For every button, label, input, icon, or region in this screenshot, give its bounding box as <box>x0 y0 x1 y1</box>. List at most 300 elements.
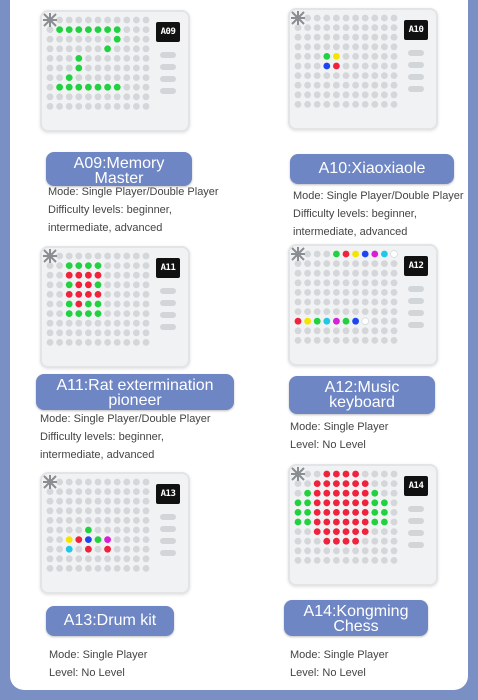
led-dot <box>333 490 340 497</box>
side-button[interactable] <box>160 64 176 70</box>
led-dot <box>343 279 350 286</box>
led-dot <box>123 488 130 495</box>
led-dot <box>104 272 111 279</box>
led-dot <box>323 270 330 277</box>
game-info <box>290 418 388 454</box>
side-button[interactable] <box>408 542 424 548</box>
led-dot <box>114 26 121 33</box>
led-dot <box>95 565 102 572</box>
led-dot <box>114 546 121 553</box>
title-line-2: Master <box>94 170 144 187</box>
led-dot <box>104 527 111 534</box>
led-dot <box>85 262 92 269</box>
side-button[interactable] <box>160 52 176 58</box>
side-button[interactable] <box>160 324 176 330</box>
led-dot <box>123 281 130 288</box>
led-dot <box>123 253 130 260</box>
led-dot <box>123 329 130 336</box>
led-dot <box>56 310 63 317</box>
led-dot <box>123 310 130 317</box>
side-button[interactable] <box>160 288 176 294</box>
led-dot <box>323 318 330 325</box>
side-button[interactable] <box>408 50 424 56</box>
page-sheet <box>10 0 468 690</box>
display-screen: A10 <box>404 20 428 40</box>
led-dot <box>133 507 140 514</box>
led-dot <box>381 499 388 506</box>
led-dot <box>323 499 330 506</box>
led-dot <box>343 538 350 545</box>
led-dot <box>304 101 311 108</box>
led-dot <box>295 318 302 325</box>
game-info <box>293 187 464 241</box>
led-dot <box>304 557 311 564</box>
led-dot <box>133 55 140 62</box>
led-dot <box>333 43 340 50</box>
led-dot <box>75 262 82 269</box>
led-dot <box>362 547 369 554</box>
led-dot <box>333 53 340 60</box>
game-card-a11 <box>32 240 252 470</box>
led-dot <box>56 281 63 288</box>
led-dot <box>314 53 321 60</box>
brand-logo-icon <box>42 12 58 28</box>
led-dot <box>381 528 388 535</box>
led-dot <box>381 260 388 267</box>
led-dot <box>343 528 350 535</box>
led-dot <box>104 488 111 495</box>
led-dot <box>314 251 321 258</box>
side-button[interactable] <box>408 518 424 524</box>
led-dot <box>66 17 73 24</box>
led-dot <box>123 291 130 298</box>
led-dot <box>75 281 82 288</box>
led-dot <box>323 260 330 267</box>
led-dot <box>333 499 340 506</box>
led-dot <box>333 337 340 344</box>
led-dot <box>371 34 378 41</box>
side-button[interactable] <box>408 74 424 80</box>
led-dot <box>104 74 111 81</box>
led-dot <box>352 91 359 98</box>
led-dot <box>304 509 311 516</box>
led-dot <box>104 36 111 43</box>
led-dot <box>371 327 378 334</box>
led-dot <box>85 329 92 336</box>
led-dot <box>95 253 102 260</box>
side-button[interactable] <box>160 550 176 556</box>
led-dot <box>333 270 340 277</box>
led-dot <box>133 281 140 288</box>
led-dot <box>133 93 140 100</box>
led-dot <box>371 519 378 526</box>
led-dot <box>295 509 302 516</box>
led-dot <box>56 93 63 100</box>
game-card-a10 <box>278 6 478 242</box>
led-dot <box>95 281 102 288</box>
led-dot <box>66 339 73 346</box>
led-dot <box>104 103 111 110</box>
led-dot <box>362 490 369 497</box>
led-dot <box>391 480 398 487</box>
led-dot <box>323 327 330 334</box>
led-dot <box>391 499 398 506</box>
led-dot <box>352 337 359 344</box>
led-dot <box>304 538 311 545</box>
led-dot <box>104 26 111 33</box>
led-dot <box>143 281 150 288</box>
led-dot <box>333 63 340 70</box>
led-dot <box>295 538 302 545</box>
led-dot <box>343 509 350 516</box>
led-dot <box>123 479 130 486</box>
led-dot <box>95 84 102 91</box>
led-dot <box>343 101 350 108</box>
display-screen: A11 <box>156 258 180 278</box>
led-dot <box>95 488 102 495</box>
led-dot <box>133 555 140 562</box>
difficulty-text: Difficulty levels: beginner, <box>40 431 164 443</box>
led-dot <box>352 299 359 306</box>
led-dot <box>362 557 369 564</box>
led-dot <box>114 253 121 260</box>
led-dot <box>323 72 330 79</box>
led-dot <box>333 101 340 108</box>
led-dot <box>47 84 54 91</box>
led-dot <box>123 74 130 81</box>
led-dot <box>381 480 388 487</box>
led-dot <box>352 318 359 325</box>
led-dot <box>352 24 359 31</box>
led-dot <box>304 299 311 306</box>
led-dot <box>133 45 140 52</box>
led-dot <box>352 308 359 315</box>
led-dot <box>304 499 311 506</box>
led-dot <box>56 339 63 346</box>
led-dot <box>343 547 350 554</box>
led-dot <box>66 329 73 336</box>
led-dot <box>323 43 330 50</box>
led-dot <box>371 72 378 79</box>
led-dot <box>133 320 140 327</box>
led-dot <box>304 327 311 334</box>
led-dot <box>333 327 340 334</box>
led-dot <box>75 517 82 524</box>
led-dot <box>381 289 388 296</box>
led-dot <box>295 289 302 296</box>
led-dot <box>114 45 121 52</box>
game-card-a14 <box>278 462 478 690</box>
led-dot <box>323 490 330 497</box>
led-dot <box>323 299 330 306</box>
led-dot <box>85 498 92 505</box>
led-dot <box>133 26 140 33</box>
led-dot <box>333 72 340 79</box>
led-dot <box>95 301 102 308</box>
led-dot <box>104 565 111 572</box>
mode-text: Mode: Single Player/Double Player <box>40 413 211 425</box>
led-dot <box>56 103 63 110</box>
led-dot <box>143 291 150 298</box>
led-dot <box>133 17 140 24</box>
led-dot <box>75 26 82 33</box>
led-dot <box>352 270 359 277</box>
led-dot <box>362 337 369 344</box>
led-dot <box>104 65 111 72</box>
side-button[interactable] <box>160 312 176 318</box>
led-dot <box>323 519 330 526</box>
led-dot <box>123 527 130 534</box>
led-dot <box>295 101 302 108</box>
led-dot <box>352 528 359 535</box>
led-dot <box>66 93 73 100</box>
led-dot <box>75 301 82 308</box>
led-dot <box>47 555 54 562</box>
led-dot <box>143 301 150 308</box>
led-dot <box>123 498 130 505</box>
led-dot <box>66 536 73 543</box>
led-dot <box>352 480 359 487</box>
led-dot <box>143 74 150 81</box>
side-button[interactable] <box>160 88 176 94</box>
led-dot <box>314 260 321 267</box>
side-button[interactable] <box>408 298 424 304</box>
led-dot <box>114 479 121 486</box>
led-dot <box>314 270 321 277</box>
led-dot <box>371 63 378 70</box>
led-dot <box>323 34 330 41</box>
led-dot <box>143 320 150 327</box>
led-dot <box>123 36 130 43</box>
led-dot <box>381 101 388 108</box>
led-dot <box>143 488 150 495</box>
led-dot <box>56 84 63 91</box>
led-dot <box>391 490 398 497</box>
led-dot <box>343 15 350 22</box>
led-dot <box>352 471 359 478</box>
led-dot <box>56 320 63 327</box>
led-dot <box>391 557 398 564</box>
led-dot <box>343 251 350 258</box>
led-dot <box>143 262 150 269</box>
led-dot <box>381 91 388 98</box>
led-dot <box>66 479 73 486</box>
led-dot <box>114 55 121 62</box>
led-dot <box>143 55 150 62</box>
led-dot <box>95 517 102 524</box>
led-dot <box>133 488 140 495</box>
led-dot <box>95 507 102 514</box>
led-dot <box>123 103 130 110</box>
led-dot <box>381 299 388 306</box>
led-dot <box>343 24 350 31</box>
led-dot <box>352 260 359 267</box>
led-dot <box>85 36 92 43</box>
led-dot <box>391 337 398 344</box>
display-screen: A14 <box>404 476 428 496</box>
led-dot <box>295 308 302 315</box>
led-dot <box>66 36 73 43</box>
led-dot <box>391 72 398 79</box>
difficulty-text-2: intermediate, advanced <box>40 449 155 461</box>
led-dot <box>143 329 150 336</box>
side-button[interactable] <box>408 310 424 316</box>
led-dot <box>295 82 302 89</box>
led-dot <box>314 318 321 325</box>
side-button[interactable] <box>408 286 424 292</box>
side-button[interactable] <box>408 322 424 328</box>
led-dot <box>104 301 111 308</box>
led-dot <box>56 55 63 62</box>
led-dot <box>352 547 359 554</box>
led-dot <box>371 15 378 22</box>
led-dot <box>85 320 92 327</box>
led-dot <box>371 480 378 487</box>
difficulty-text: Difficulty levels: beginner, <box>293 208 417 220</box>
led-dot <box>362 260 369 267</box>
led-dot <box>362 53 369 60</box>
led-dot <box>362 538 369 545</box>
led-dot <box>371 538 378 545</box>
led-dot <box>333 557 340 564</box>
mode-text: Mode: Single Player/Double Player <box>48 186 219 198</box>
led-dot <box>314 327 321 334</box>
title-line-1: A11:Rat extermination <box>56 377 214 394</box>
led-dot <box>391 299 398 306</box>
led-dot <box>114 498 121 505</box>
side-button[interactable] <box>160 526 176 532</box>
led-dot <box>314 289 321 296</box>
side-button[interactable] <box>160 538 176 544</box>
led-dot <box>123 320 130 327</box>
difficulty-text: Difficulty levels: beginner, <box>48 204 172 216</box>
led-dot <box>114 17 121 24</box>
side-button[interactable] <box>160 514 176 520</box>
led-dot <box>381 279 388 286</box>
title-line-2: Chess <box>333 618 379 635</box>
led-dot <box>75 93 82 100</box>
brand-logo-icon <box>42 248 58 264</box>
led-dot <box>362 299 369 306</box>
led-dot <box>47 281 54 288</box>
led-dot <box>143 65 150 72</box>
led-dot <box>143 45 150 52</box>
brand-logo-icon <box>42 474 58 490</box>
led-dot <box>371 528 378 535</box>
led-dot <box>323 528 330 535</box>
led-dot <box>333 547 340 554</box>
title-line-1: A13:Drum kit <box>63 612 157 629</box>
led-dot <box>56 498 63 505</box>
led-dot <box>323 53 330 60</box>
side-button[interactable] <box>160 76 176 82</box>
led-dot <box>352 509 359 516</box>
led-dot <box>95 26 102 33</box>
led-dot <box>123 93 130 100</box>
led-dot <box>66 272 73 279</box>
led-dot <box>47 546 54 553</box>
led-dot <box>333 471 340 478</box>
led-dot <box>104 329 111 336</box>
led-dot <box>352 538 359 545</box>
led-dot <box>75 45 82 52</box>
led-dot <box>66 488 73 495</box>
led-dot <box>333 34 340 41</box>
led-dot <box>56 74 63 81</box>
led-dot <box>123 26 130 33</box>
brand-logo-icon <box>290 246 306 262</box>
led-dot <box>114 291 121 298</box>
led-dot <box>75 65 82 72</box>
led-dot <box>123 565 130 572</box>
game-device <box>288 464 438 586</box>
led-dot <box>371 270 378 277</box>
led-dot <box>143 26 150 33</box>
led-dot <box>47 310 54 317</box>
led-dot <box>85 546 92 553</box>
led-dot <box>314 547 321 554</box>
led-dot <box>362 251 369 258</box>
led-dot <box>85 565 92 572</box>
led-dot <box>75 479 82 486</box>
led-dot <box>371 101 378 108</box>
led-dot <box>304 53 311 60</box>
led-dot <box>114 93 121 100</box>
led-dot <box>123 301 130 308</box>
led-dot <box>304 528 311 535</box>
led-dot <box>352 53 359 60</box>
side-button[interactable] <box>408 506 424 512</box>
led-dot <box>75 498 82 505</box>
led-dot <box>323 557 330 564</box>
led-dot <box>95 103 102 110</box>
led-dot <box>295 547 302 554</box>
led-dot <box>343 43 350 50</box>
led-dot <box>114 507 121 514</box>
side-button[interactable] <box>408 530 424 536</box>
side-button[interactable] <box>408 62 424 68</box>
led-dot <box>314 490 321 497</box>
led-dot <box>391 528 398 535</box>
led-dot <box>133 527 140 534</box>
led-dot <box>381 557 388 564</box>
led-dot <box>295 53 302 60</box>
led-dot <box>123 262 130 269</box>
led-dot <box>104 93 111 100</box>
led-dot <box>143 36 150 43</box>
side-button[interactable] <box>160 300 176 306</box>
led-dot <box>323 337 330 344</box>
led-dot <box>85 479 92 486</box>
led-dot <box>66 26 73 33</box>
led-dot <box>362 471 369 478</box>
led-dot <box>295 63 302 70</box>
led-dot <box>75 565 82 572</box>
led-dot <box>371 308 378 315</box>
led-dot <box>47 527 54 534</box>
game-card-a09 <box>32 6 232 242</box>
led-dot <box>323 24 330 31</box>
led-dot <box>104 320 111 327</box>
led-dot <box>143 546 150 553</box>
led-dot <box>343 91 350 98</box>
game-device <box>288 244 438 366</box>
side-button[interactable] <box>408 86 424 92</box>
led-dot <box>114 84 121 91</box>
led-dot <box>143 507 150 514</box>
level-text: Level: No Level <box>49 667 125 679</box>
led-dot <box>362 24 369 31</box>
